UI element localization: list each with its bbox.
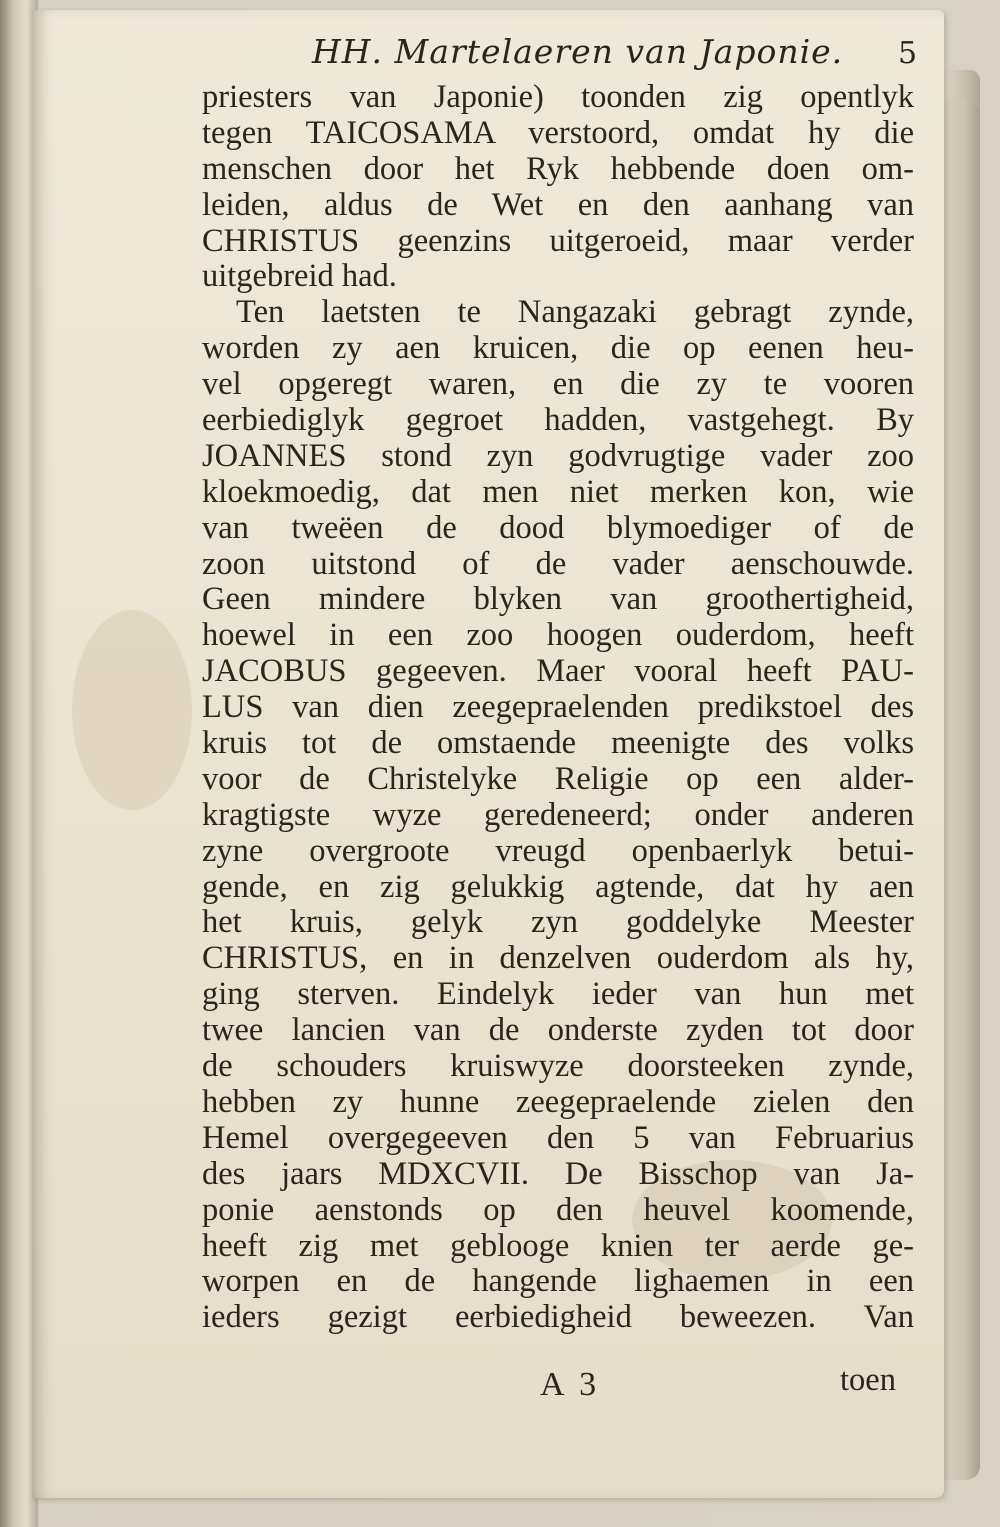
text-line: des jaars MDXCVII. De Bisschop van Ja- xyxy=(202,1156,914,1192)
text-line: Ten laetsten te Nangazaki gebragt zynde, xyxy=(236,295,914,331)
running-head-title: HH. Martelaeren van Japonie. xyxy=(312,32,844,71)
body-text xyxy=(202,80,914,1336)
text-line: zyne overgroote vreugd openbaerlyk betui- xyxy=(202,833,914,869)
text-line: heeft zig met geblooge knien ter aerde ge- xyxy=(202,1228,914,1264)
text-line: CHRISTUS, en in denzelven ouderdom als hy, xyxy=(202,941,914,977)
text-line: voor de Christelyke Religie op een alder- xyxy=(202,761,914,797)
text-line: kruis tot de omstaende meenigte des volks xyxy=(202,726,914,762)
text-line: twee lancien van de onderste zyden tot door xyxy=(202,1013,914,1049)
text-line: zoon uitstond of de vader aenschouwde. xyxy=(202,546,914,582)
text-line: ieders gezigt eerbiedigheid beweezen. Van xyxy=(202,1300,914,1336)
text-line: vel opgeregt waren, en die zy te vooren xyxy=(202,367,914,403)
text-line: het kruis, gelyk zyn goddelyke Meester xyxy=(202,905,914,941)
text-line: priesters van Japonie) toonden zig opentlyk xyxy=(202,80,914,115)
running-head xyxy=(32,32,944,76)
text-line: Geen mindere blyken van groothertigheid, xyxy=(202,582,914,618)
text-line: hebben zy hunne zeegepraelende zielen den xyxy=(202,1084,914,1120)
text-line: hoewel in een zoo hoogen ouderdom, heeft xyxy=(202,618,914,654)
text-line: kloekmoedig, dat men niet merken kon, wie xyxy=(202,474,914,510)
text-line: JOANNES stond zyn godvrugtige vader zoo xyxy=(202,438,914,474)
signature-mark: A 3 xyxy=(540,1366,601,1403)
text-line: leiden, aldus de Wet en den aanhang van xyxy=(202,187,914,223)
text-line: uitgebreid had. xyxy=(202,259,397,295)
text-line: Hemel overgegeeven den 5 van Februarius xyxy=(202,1120,914,1156)
text-line: eerbiediglyk gegroet hadden, vastgehegt. By xyxy=(202,403,914,439)
text-line: van tweëen de dood blymoediger of de xyxy=(202,510,914,546)
page-number: 5 xyxy=(898,36,918,71)
text-line: menschen door het Ryk hebbende doen om- xyxy=(202,151,914,187)
text-line: worpen en de hangende lighaemen in een xyxy=(202,1264,914,1300)
text-line: CHRISTUS geenzins uitgeroeid, maar verder xyxy=(202,223,914,259)
text-line: tegen TAICOSAMA verstoord, omdat hy die xyxy=(202,115,914,151)
paper-stain xyxy=(72,610,192,810)
text-line: kragtigste wyze geredeneerd; onder anderen xyxy=(202,797,914,833)
catchword: toen xyxy=(840,1362,896,1398)
text-line: gende, en zig gelukkig agtende, dat hy aen xyxy=(202,869,914,905)
text-line: ponie aenstonds op den heuvel koomende, xyxy=(202,1192,914,1228)
text-line: worden zy aen kruicen, die op eenen heu- xyxy=(202,331,914,367)
book-page xyxy=(32,10,944,1498)
text-line: JACOBUS gegeeven. Maer vooral heeft PAU- xyxy=(202,654,914,690)
text-line: de schouders kruiswyze doorsteeken zynde, xyxy=(202,1049,914,1085)
text-line: LUS van dien zeegepraelenden predikstoel des xyxy=(202,690,914,726)
text-line: ging sterven. Eindelyk ieder van hun met xyxy=(202,977,914,1013)
